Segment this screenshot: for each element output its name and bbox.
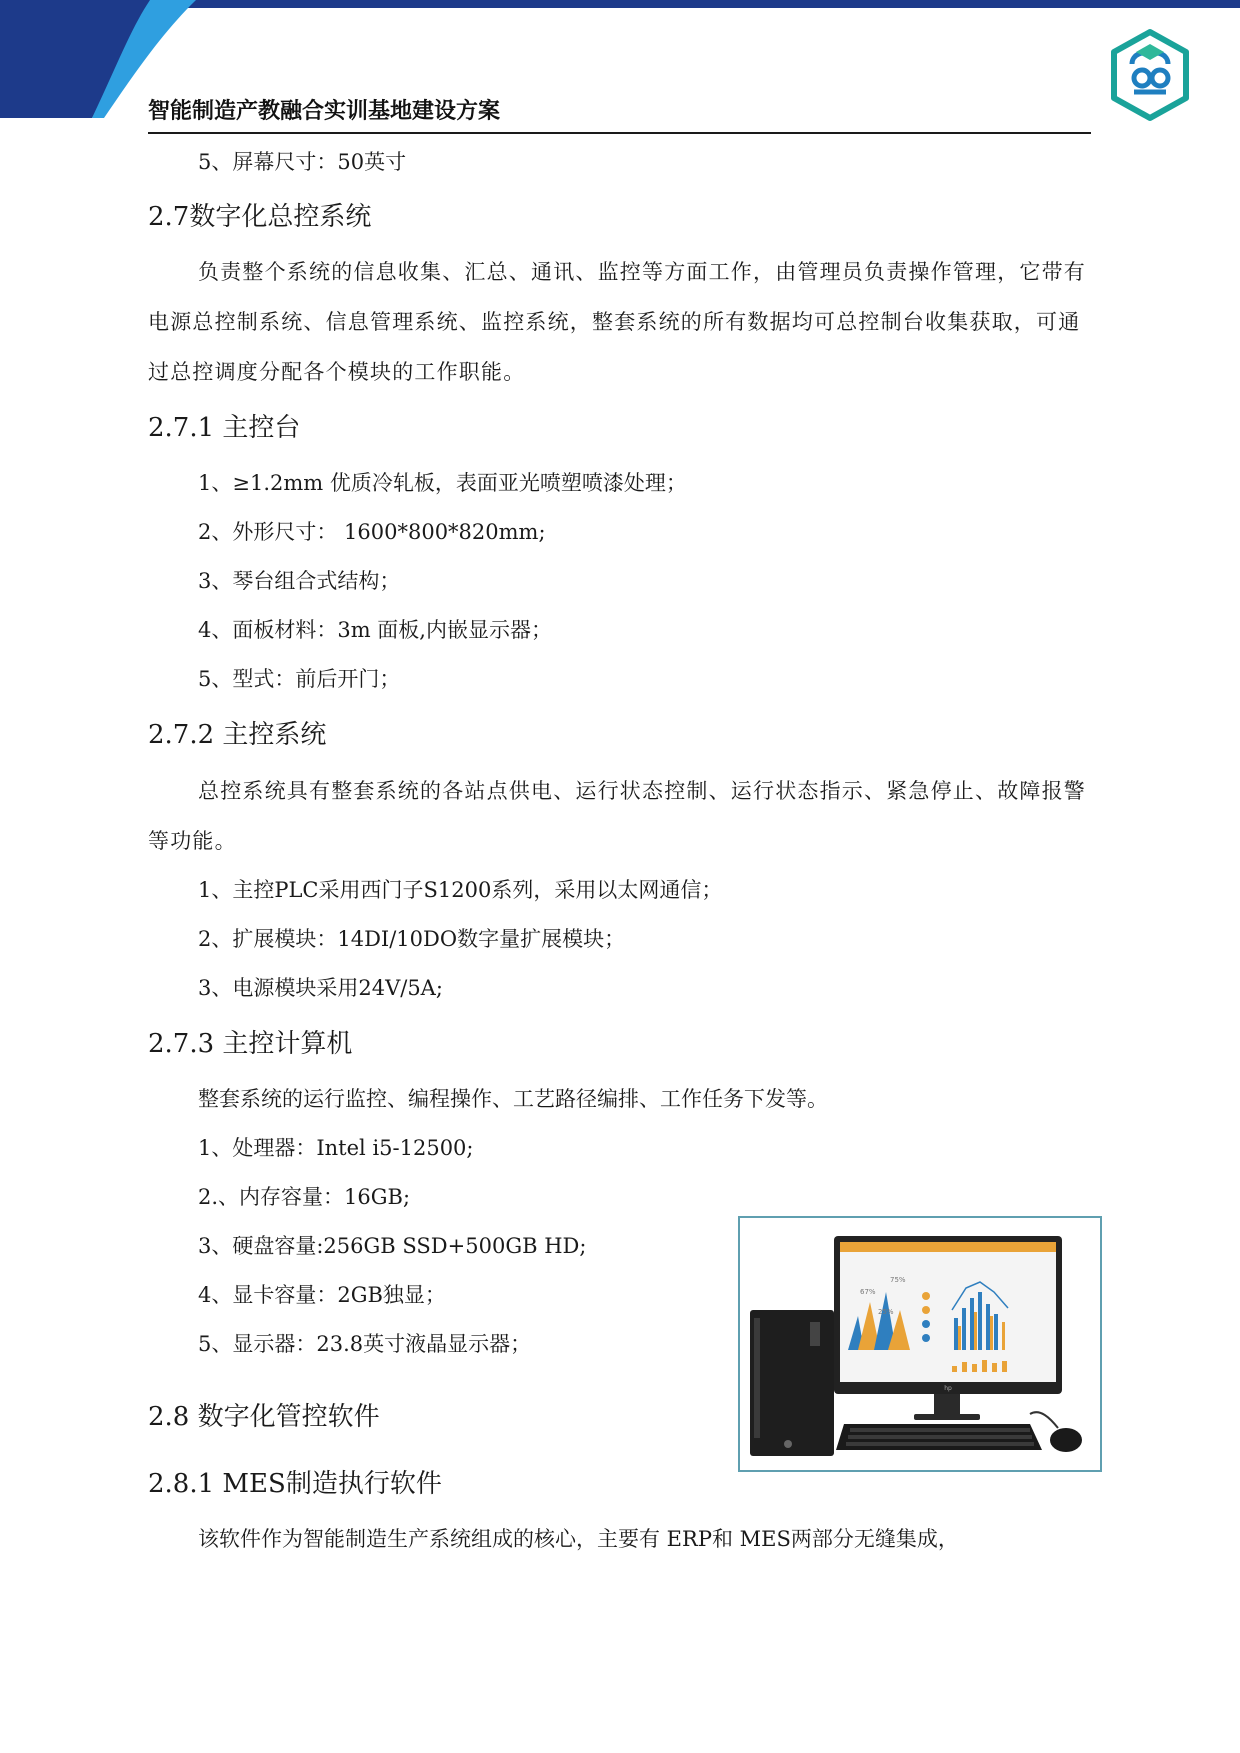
- document-header-title: 智能制造产教融合实训基地建设方案: [148, 99, 501, 124]
- list-item: 2、外形尺寸： 1600*800*820mm;: [198, 520, 546, 544]
- screen-size-item: 5、屏幕尺寸：50英寸: [198, 150, 407, 174]
- section-2-8-heading: 2.8 数字化管控软件: [148, 1402, 380, 1432]
- section-2-7-heading: 2.7数字化总控系统: [148, 202, 372, 232]
- desktop-computer-photo: [738, 1216, 1102, 1472]
- header-divider: [148, 132, 1091, 134]
- school-seal-logo-icon: [1104, 26, 1196, 124]
- screen-label: 67%: [860, 1288, 876, 1296]
- list-item: 3、琴台组合式结构；: [198, 569, 401, 593]
- list-item: 1、≥1.2mm 优质冷轧板，表面亚光喷塑喷漆处理；: [198, 471, 687, 495]
- section-2-8-1-heading: 2.8.1 MES制造执行软件: [148, 1469, 442, 1499]
- list-item: 2.、内存容量：16GB;: [198, 1185, 411, 1209]
- section-2-7-2-heading: 2.7.2 主控系统: [148, 720, 327, 750]
- section-2-7-3-paragraph: 整套系统的运行监控、编程操作、工艺路径编排、工作任务下发等。: [198, 1087, 828, 1111]
- screen-label: 75%: [890, 1276, 906, 1284]
- section-2-7-3-heading: 2.7.3 主控计算机: [148, 1029, 353, 1059]
- section-2-8-1-paragraph: 该软件作为智能制造生产系统组成的核心，主要有 ERP和 MES两部分无缝集成，: [198, 1527, 959, 1551]
- list-item: 3、电源模块采用24V/5A;: [198, 976, 443, 1000]
- svg-text:hp: hp: [944, 1385, 952, 1392]
- list-item: 4、显卡容量：2GB独显；: [198, 1283, 446, 1307]
- desktop-computer-illustration: [740, 1218, 1100, 1470]
- list-item: 5、型式：前后开门；: [198, 667, 401, 691]
- section-2-7-paragraph: 负责整个系统的信息收集、汇总、通讯、监控等方面工作，由管理员负责操作管理，它带有电源总控制系统、信息管理系统、监控系统，整套系统的所有数据均可总控制台收集获取，可通过总控调度分配各个模块的工作职能。: [148, 260, 1086, 384]
- list-item: 3、硬盘容量:256GB SSD+500GB HD;: [198, 1234, 587, 1258]
- list-item: 1、处理器：Intel i5-12500;: [198, 1136, 474, 1160]
- screen-label: 25%: [878, 1308, 894, 1316]
- list-item: 4、面板材料：3m 面板,内嵌显示器；: [198, 618, 552, 642]
- section-2-7-2-paragraph: 总控系统具有整套系统的各站点供电、运行状态控制、运行状态指示、紧急停止、故障报警等功能。: [148, 779, 1086, 853]
- list-item: 1、主控PLC采用西门子S1200系列，采用以太网通信；: [198, 878, 723, 902]
- list-item: 2、扩展模块：14DI/10DO数字量扩展模块；: [198, 927, 626, 951]
- section-2-7-1-heading: 2.7.1 主控台: [148, 413, 301, 443]
- list-item: 5、显示器：23.8英寸液晶显示器；: [198, 1332, 532, 1356]
